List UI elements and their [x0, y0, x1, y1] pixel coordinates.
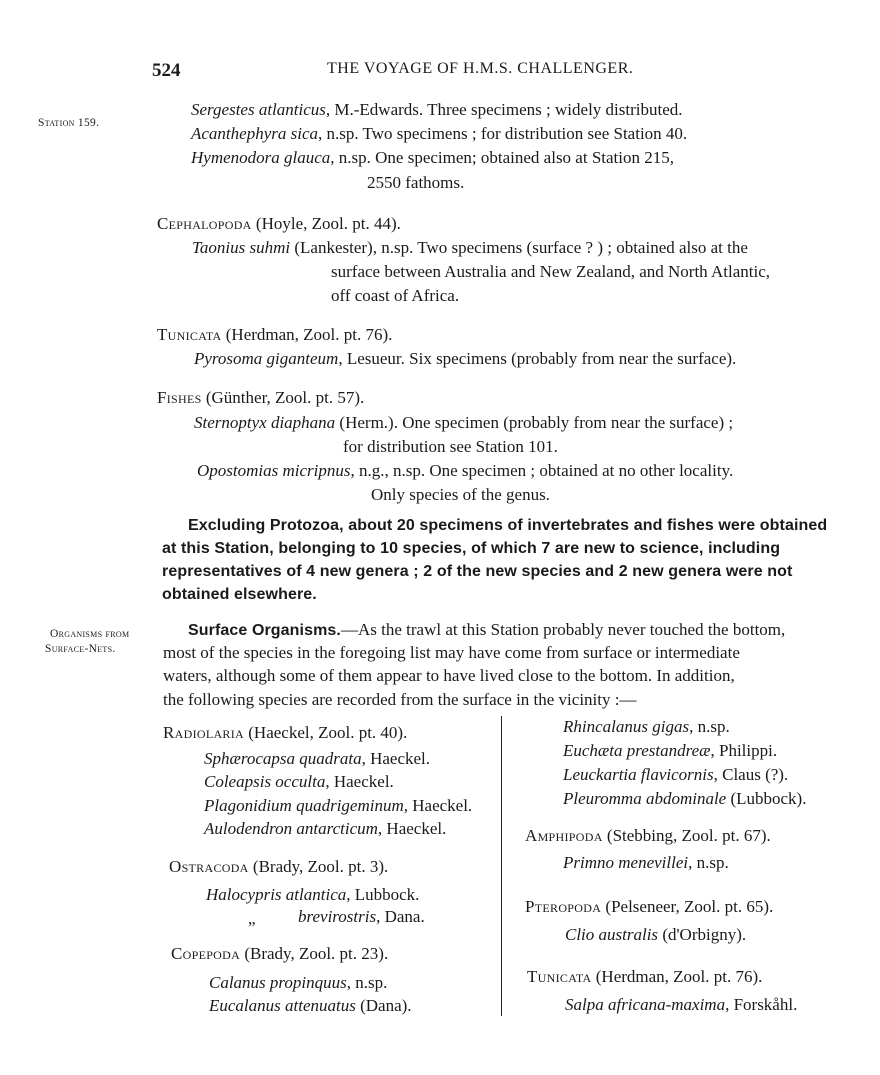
entry-sternoptyx-cont: for distribution see Station 101.	[343, 437, 558, 456]
entry-salpa: Salpa africana-maxima, Forskåhl.	[565, 995, 798, 1014]
surface-line-1: Surface Organisms.—As the trawl at this Station probably never touched the bottom,	[188, 620, 786, 639]
summary-line-3: representatives of 4 new genera ; 2 of the new species and 2 new genera were not	[162, 563, 793, 580]
entry-calanus: Calanus propinquus, n.sp.	[209, 973, 388, 992]
margin-note-organisms: Organisms from	[50, 628, 130, 640]
entry-coleapsis: Coleapsis occulta, Haeckel.	[204, 772, 394, 791]
entry-plagonidium: Plagonidium quadrigeminum, Haeckel.	[204, 796, 473, 815]
entry-taonius-cont1: surface between Australia and New Zealand, and North Atlantic,	[331, 262, 771, 281]
entry-rhincalanus: Rhincalanus gigas, n.sp.	[563, 717, 730, 736]
summary-line-4: obtained elsewhere.	[162, 586, 317, 603]
entry-taonius-cont2: off coast of Africa.	[331, 286, 460, 305]
group-copepoda: Copepoda (Brady, Zool. pt. 23).	[171, 944, 389, 963]
margin-note-station: Station 159.	[38, 117, 100, 129]
entry-halocypris: Halocypris atlantica, Lubbock.	[206, 885, 420, 904]
column-divider	[501, 716, 502, 1016]
entry-clio: Clio australis (d'Orbigny).	[565, 925, 747, 944]
entry-primno: Primno menevillei, n.sp.	[563, 853, 729, 872]
entry-sphaerocapsa: Sphærocapsa quadrata, Haeckel.	[204, 749, 431, 768]
surface-line-4: the following species are recorded from the surface in the vicinity :—	[163, 690, 637, 709]
group-pteropoda: Pteropoda (Pelseneer, Zool. pt. 65).	[525, 897, 774, 916]
group-fishes: Fishes (Günther, Zool. pt. 57).	[157, 388, 365, 407]
page-number: 524	[152, 60, 181, 81]
entry-leuckartia: Leuckartia flavicornis, Claus (?).	[563, 765, 789, 784]
entry-opostomias-cont: Only species of the genus.	[371, 485, 550, 504]
entry-halocypris-brevirostris: brevirostris, Dana.	[298, 907, 425, 926]
entry-eucalanus: Eucalanus attenuatus (Dana).	[209, 996, 412, 1015]
surface-line-3: waters, although some of them appear to have lived close to the bottom. In addition,	[163, 666, 735, 685]
entry-taonius: Taonius suhmi (Lankester), n.sp. Two specimens (surface ? ) ; obtained also at the	[192, 238, 748, 257]
entry-euchaeta: Euchæta prestandreæ, Philippi.	[563, 741, 778, 760]
entry-aulodendron: Aulodendron antarcticum, Haeckel.	[204, 819, 447, 838]
group-amphipoda: Amphipoda (Stebbing, Zool. pt. 67).	[525, 826, 771, 845]
summary-line-2: at this Station, belonging to 10 species, of which 7 are new to science, including	[162, 540, 781, 557]
entry-pleuromma: Pleuromma abdominale (Lubbock).	[563, 789, 807, 808]
group-radiolaria: Radiolaria (Haeckel, Zool. pt. 40).	[163, 723, 408, 742]
group-ostracoda: Ostracoda (Brady, Zool. pt. 3).	[169, 857, 389, 876]
ditto-mark: „	[248, 909, 256, 928]
group-tunicata-right: Tunicata (Herdman, Zool. pt. 76).	[527, 967, 763, 986]
summary-line-1: Excluding Protozoa, about 20 specimens of invertebrates and fishes were obtained	[188, 517, 828, 534]
entry-pyrosoma: Pyrosoma giganteum, Lesueur. Six specimens (probably from near the surface).	[194, 349, 737, 368]
group-cephalopoda: Cephalopoda (Hoyle, Zool. pt. 44).	[157, 214, 401, 233]
group-tunicata: Tunicata (Herdman, Zool. pt. 76).	[157, 325, 393, 344]
entry-sternoptyx: Sternoptyx diaphana (Herm.). One specimen (probably from near the surface) ;	[194, 413, 734, 432]
entry-acanthephyra: Acanthephyra sica, n.sp. Two specimens ; for distribution see Station 40.	[191, 124, 688, 143]
surface-line-2: most of the species in the foregoing list may have come from surface or intermediate	[163, 643, 740, 662]
entry-hymenodora-cont: 2550 fathoms.	[367, 173, 465, 192]
entry-hymenodora: Hymenodora glauca, n.sp. One specimen; obtained also at Station 215,	[191, 148, 674, 167]
entry-sergestes: Sergestes atlanticus, M.-Edwards. Three specimens ; widely distributed.	[191, 100, 683, 119]
running-title: THE VOYAGE OF H.M.S. CHALLENGER.	[327, 60, 634, 77]
margin-note-surface-nets: Surface-Nets.	[45, 643, 116, 655]
entry-opostomias: Opostomias micripnus, n.g., n.sp. One specimen ; obtained at no other locality.	[197, 461, 734, 480]
